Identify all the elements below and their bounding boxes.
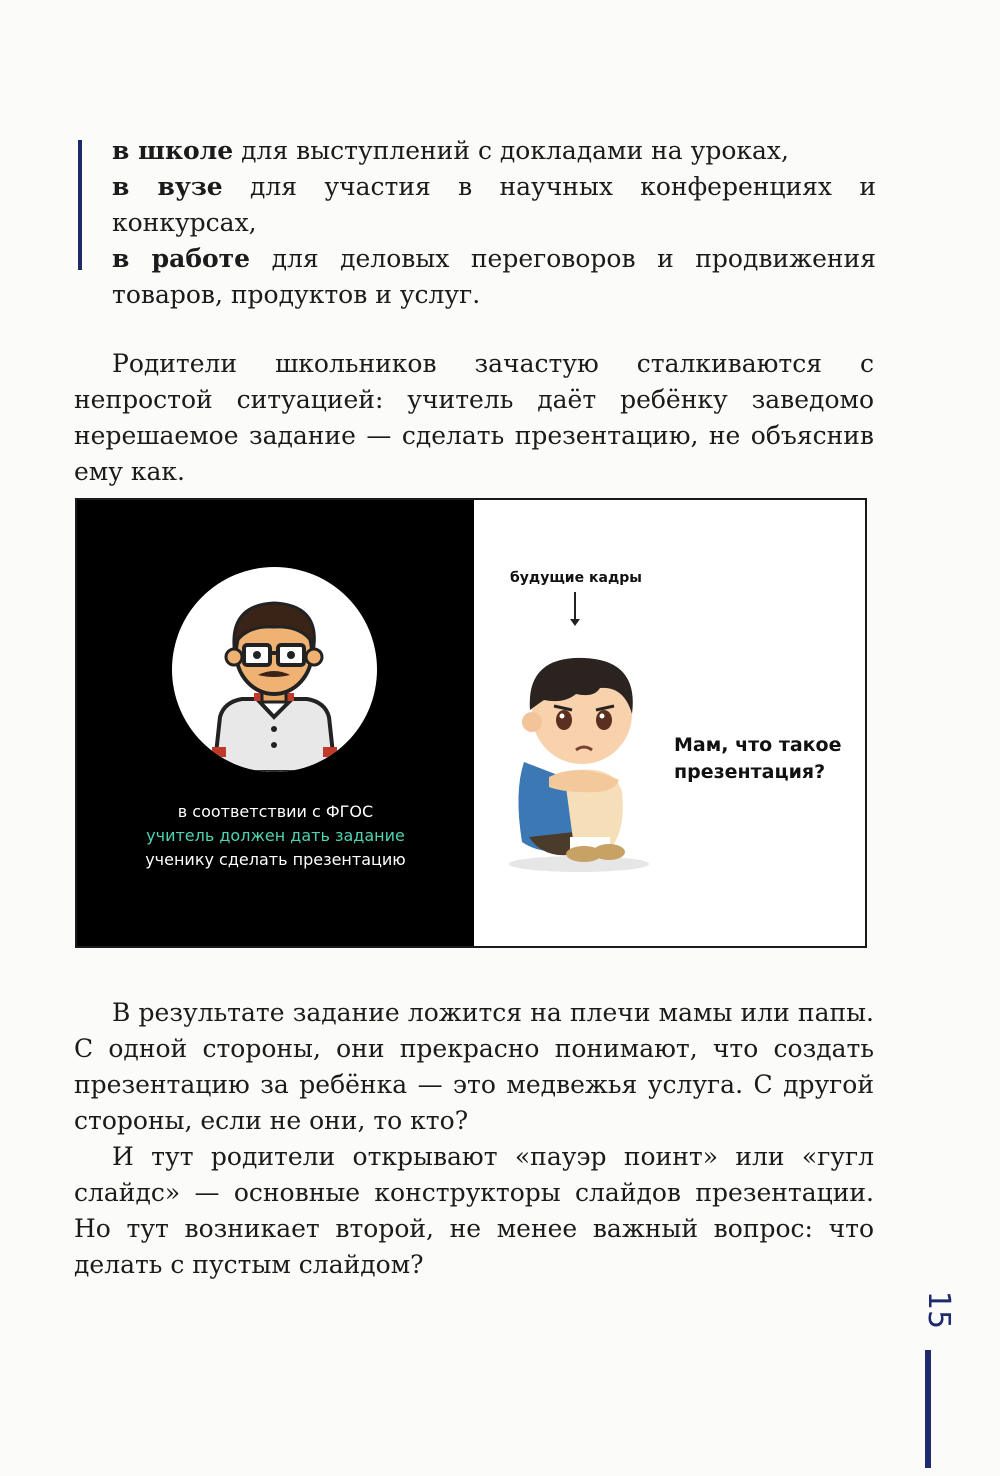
speech-line: презентация?: [674, 761, 826, 783]
list-item: [112, 241, 876, 313]
list-item-bold: в работе: [112, 244, 251, 273]
paragraph-parents: [74, 346, 874, 490]
teacher-icon: [172, 567, 377, 772]
caption-line: ученику сделать презентацию: [145, 850, 406, 869]
teacher-caption: [77, 800, 474, 872]
paragraph-text: В результате задание ложится на плечи мамы или папы. С одной стороны, они прекрасно понимают, что создать презентацию за ребёнка — это медвежья услуга. С другой стороны, если не они, то кто?: [74, 998, 874, 1135]
caption-line: в соответствии с ФГОС: [177, 802, 374, 821]
list-item-bold: в вузе: [112, 172, 223, 201]
sad-boy-icon: [504, 642, 654, 872]
usage-list: [112, 133, 876, 313]
teacher-avatar-circle: [172, 567, 377, 772]
page-edge-bar: [925, 1350, 931, 1468]
paragraph-text: Родители школьников зачастую сталкиваются с непростой ситуацией: учитель даёт ребёнку заведомо нерешаемое задание — сделать презентацию, не объяснив ему как.: [74, 349, 874, 486]
speech-line: Мам, что такое: [674, 734, 842, 756]
list-item-text: для деловых переговоров и продвижения товаров, продуктов и услуг.: [112, 244, 876, 309]
page-number: [918, 1290, 958, 1330]
future-label: будущие кадры: [510, 570, 642, 586]
list-item-text: для выступлений с докладами на уроках,: [233, 136, 789, 165]
list-item: [112, 169, 876, 241]
illustration-right-panel: [474, 500, 865, 946]
illustration: [75, 498, 867, 948]
list-item: [112, 133, 876, 169]
paragraph-text: И тут родители открывают «пауэр поинт» или «гугл слайдс» — основные конструкторы слайдов презентации. Но тут возникает второй, не менее важный вопрос: что делать с пустым слайдом?: [74, 1142, 874, 1279]
illustration-left-panel: [77, 500, 474, 946]
list-accent-bar: [78, 140, 82, 270]
page-number-text: 15: [921, 1290, 956, 1330]
caption-line-accent: учитель должен дать задание: [146, 826, 405, 845]
speech-text: [674, 732, 864, 786]
list-item-text: для участия в научных конференциях и конкурсах,: [112, 172, 877, 237]
paragraph-result: [74, 995, 874, 1283]
list-item-bold: в школе: [112, 136, 234, 165]
down-arrow-icon: [574, 592, 576, 624]
